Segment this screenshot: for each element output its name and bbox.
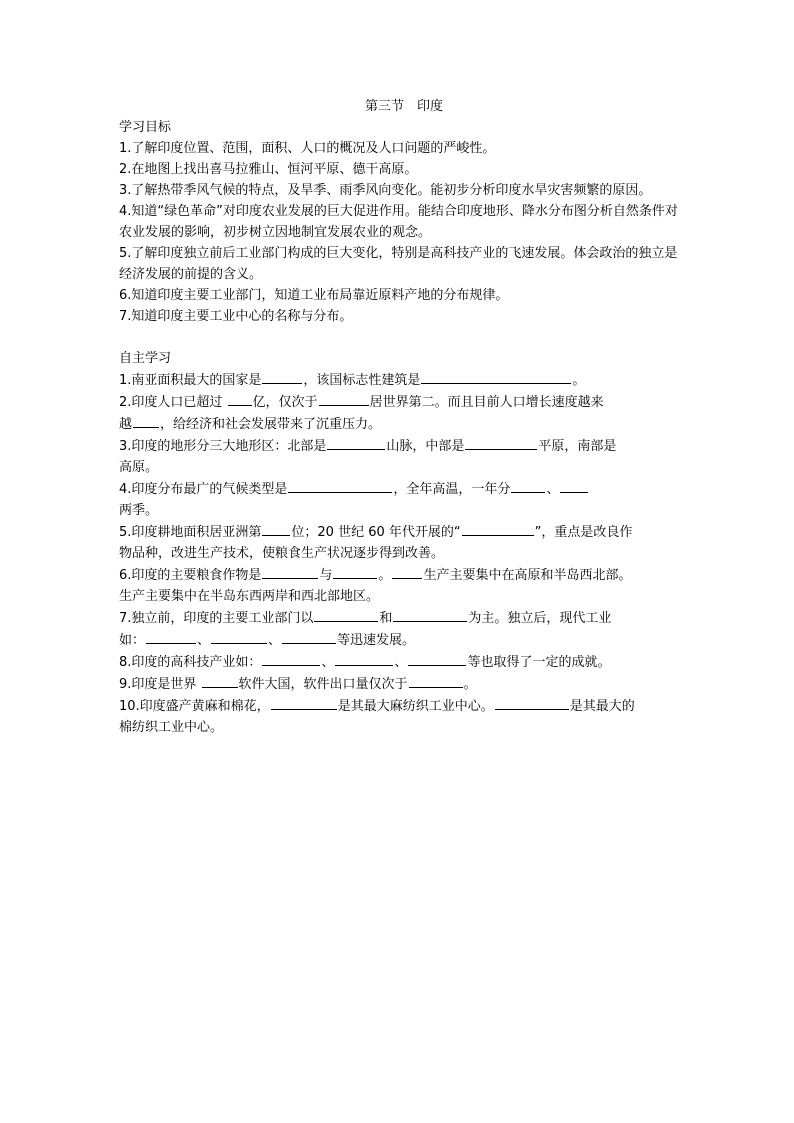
- question-4-cont: [119, 500, 679, 521]
- question-text: 生产主要集中在高原和半岛西北部。: [423, 568, 632, 583]
- question-text: 亿，仅次于: [252, 395, 318, 410]
- question-text: 8.印度的高科技产业如：: [119, 655, 262, 670]
- answer-blank[interactable]: [511, 478, 545, 493]
- question-5-cont: [119, 543, 679, 564]
- question-text: 高原。: [119, 460, 159, 475]
- answer-blank[interactable]: [133, 413, 159, 428]
- question-text: 两季。: [119, 503, 159, 518]
- question-text: 7.独立前，印度的主要工业部门以: [119, 611, 314, 626]
- question-2-cont: [119, 413, 679, 435]
- answer-blank[interactable]: [271, 695, 337, 710]
- answer-blank[interactable]: [465, 435, 537, 450]
- question-text: 、: [321, 655, 335, 670]
- answer-blank[interactable]: [392, 564, 422, 579]
- question-text: 、: [197, 633, 211, 648]
- question-8: [119, 651, 679, 673]
- question-text: 越: [119, 417, 133, 432]
- question-text: 软件大国，软件出口量仅次于: [238, 677, 408, 692]
- question-text: 为主。独立后，现代工业: [468, 611, 612, 626]
- question-text: 平原，南部是: [538, 439, 617, 454]
- goal-item: 5.了解印度独立前后工业部门构成的巨大变化，特别是高科技产业的飞速发展。体会政治的独立是经济发展的前提的含义。: [119, 246, 678, 282]
- question-text: 2.印度人口已超过: [119, 395, 227, 410]
- question-9: [119, 673, 679, 695]
- document-content: [119, 96, 679, 738]
- question-text: 位；20 世纪 60 年代开展的“: [291, 525, 461, 540]
- answer-blank[interactable]: [421, 369, 571, 384]
- question-text: 居世界第二。而且目前人口增长速度越来: [369, 395, 604, 410]
- question-text: 、: [394, 655, 408, 670]
- question-text: 。: [572, 373, 586, 388]
- answer-blank[interactable]: [228, 391, 252, 406]
- question-text: 1.南亚面积最大的国家是: [119, 373, 262, 388]
- question-text: 4.印度分布最广的气候类型是: [119, 482, 288, 497]
- answer-blank[interactable]: [333, 564, 377, 579]
- answer-blank[interactable]: [211, 629, 267, 644]
- question-1: [119, 369, 679, 391]
- question-text: 3.印度的地形分三大地形区：北部是: [119, 439, 327, 454]
- question-text: 。: [378, 568, 392, 583]
- question-text: 物品种，改进生产技术，使粮食生产状况逐步得到改善。: [119, 546, 445, 561]
- question-text: 等也取得了一定的成就。: [467, 655, 611, 670]
- question-4: [119, 478, 679, 500]
- question-5: [119, 521, 679, 543]
- question-text: 、: [268, 633, 282, 648]
- question-text: 、: [546, 482, 560, 497]
- answer-blank[interactable]: [314, 607, 378, 622]
- question-text: 9.印度是世界: [119, 677, 201, 692]
- goals-heading: 学习目标: [119, 120, 172, 135]
- answer-blank[interactable]: [327, 435, 385, 450]
- question-7: [119, 607, 679, 629]
- self-study-heading: 自主学习: [119, 351, 172, 366]
- goal-item: 6.知道印度主要工业部门，知道工业布局靠近原料产地的分布规律。: [119, 288, 509, 303]
- question-text: 和: [379, 611, 393, 626]
- answer-blank[interactable]: [335, 651, 393, 666]
- page-title: 第三节 印度: [364, 99, 443, 114]
- question-text: 与: [319, 568, 333, 583]
- question-text: ，给经济和社会发展带来了沉重压力。: [160, 417, 382, 432]
- answer-blank[interactable]: [409, 673, 463, 688]
- question-text: 山脉，中部是: [386, 439, 465, 454]
- question-text: 如：: [119, 633, 146, 648]
- question-text: 6.印度的主要粮食作物是: [119, 568, 262, 583]
- answer-blank[interactable]: [282, 629, 336, 644]
- question-3: [119, 435, 679, 457]
- answer-blank[interactable]: [495, 695, 569, 710]
- goal-item: 1.了解印度位置、范围，面积、人口的概况及人口问题的严峻性。: [119, 141, 496, 156]
- goal-item: 4.知道“绿色革命”对印度农业发展的巨大促进作用。能结合印度地形、降水分布图分析自然条件对农业发展的影响，初步树立因地制宜发展农业的观念。: [119, 204, 678, 240]
- goal-item: 2.在地图上找出喜马拉雅山、恒河平原、德干高原。: [119, 162, 418, 177]
- question-6: [119, 564, 679, 586]
- question-text: ，全年高温，一年分: [393, 482, 511, 497]
- question-text: 棉纺织工业中心。: [119, 720, 224, 735]
- question-text: ，该国标志性建筑是: [303, 373, 421, 388]
- question-text: 是其最大麻纺织工业中心。: [337, 699, 494, 714]
- question-10: [119, 695, 679, 717]
- answer-blank[interactable]: [288, 478, 392, 493]
- question-2: [119, 391, 679, 413]
- answer-blank[interactable]: [146, 629, 196, 644]
- question-text: 等迅速发展。: [337, 633, 416, 648]
- answer-blank[interactable]: [462, 521, 534, 536]
- goal-item: 3.了解热带季风气候的特点，及旱季、雨季风向变化。能初步分析印度水旱灾害频繁的原因。: [119, 183, 652, 198]
- answer-blank[interactable]: [560, 478, 588, 493]
- answer-blank[interactable]: [262, 651, 320, 666]
- answer-blank[interactable]: [262, 369, 302, 384]
- question-text: 5.印度耕地面积居亚洲第: [119, 525, 262, 540]
- spacer: [119, 327, 679, 348]
- question-text: 10.印度盛产黄麻和棉花，: [119, 699, 270, 714]
- answer-blank[interactable]: [319, 391, 369, 406]
- answer-blank[interactable]: [202, 673, 238, 688]
- answer-blank[interactable]: [262, 521, 290, 536]
- question-text: 生产主要集中在半岛东西两岸和西北部地区。: [119, 589, 380, 604]
- question-text: 。: [463, 677, 477, 692]
- question-3-cont: [119, 457, 679, 478]
- question-10-cont: [119, 717, 679, 738]
- question-7-cont: [119, 629, 679, 651]
- answer-blank[interactable]: [393, 607, 467, 622]
- answer-blank[interactable]: [262, 564, 318, 579]
- question-text: 是其最大的: [569, 699, 635, 714]
- question-6-cont: [119, 586, 679, 607]
- question-text: ”，重点是改良作: [534, 525, 633, 540]
- answer-blank[interactable]: [408, 651, 466, 666]
- goal-item: 7.知道印度主要工业中心的名称与分布。: [119, 309, 353, 324]
